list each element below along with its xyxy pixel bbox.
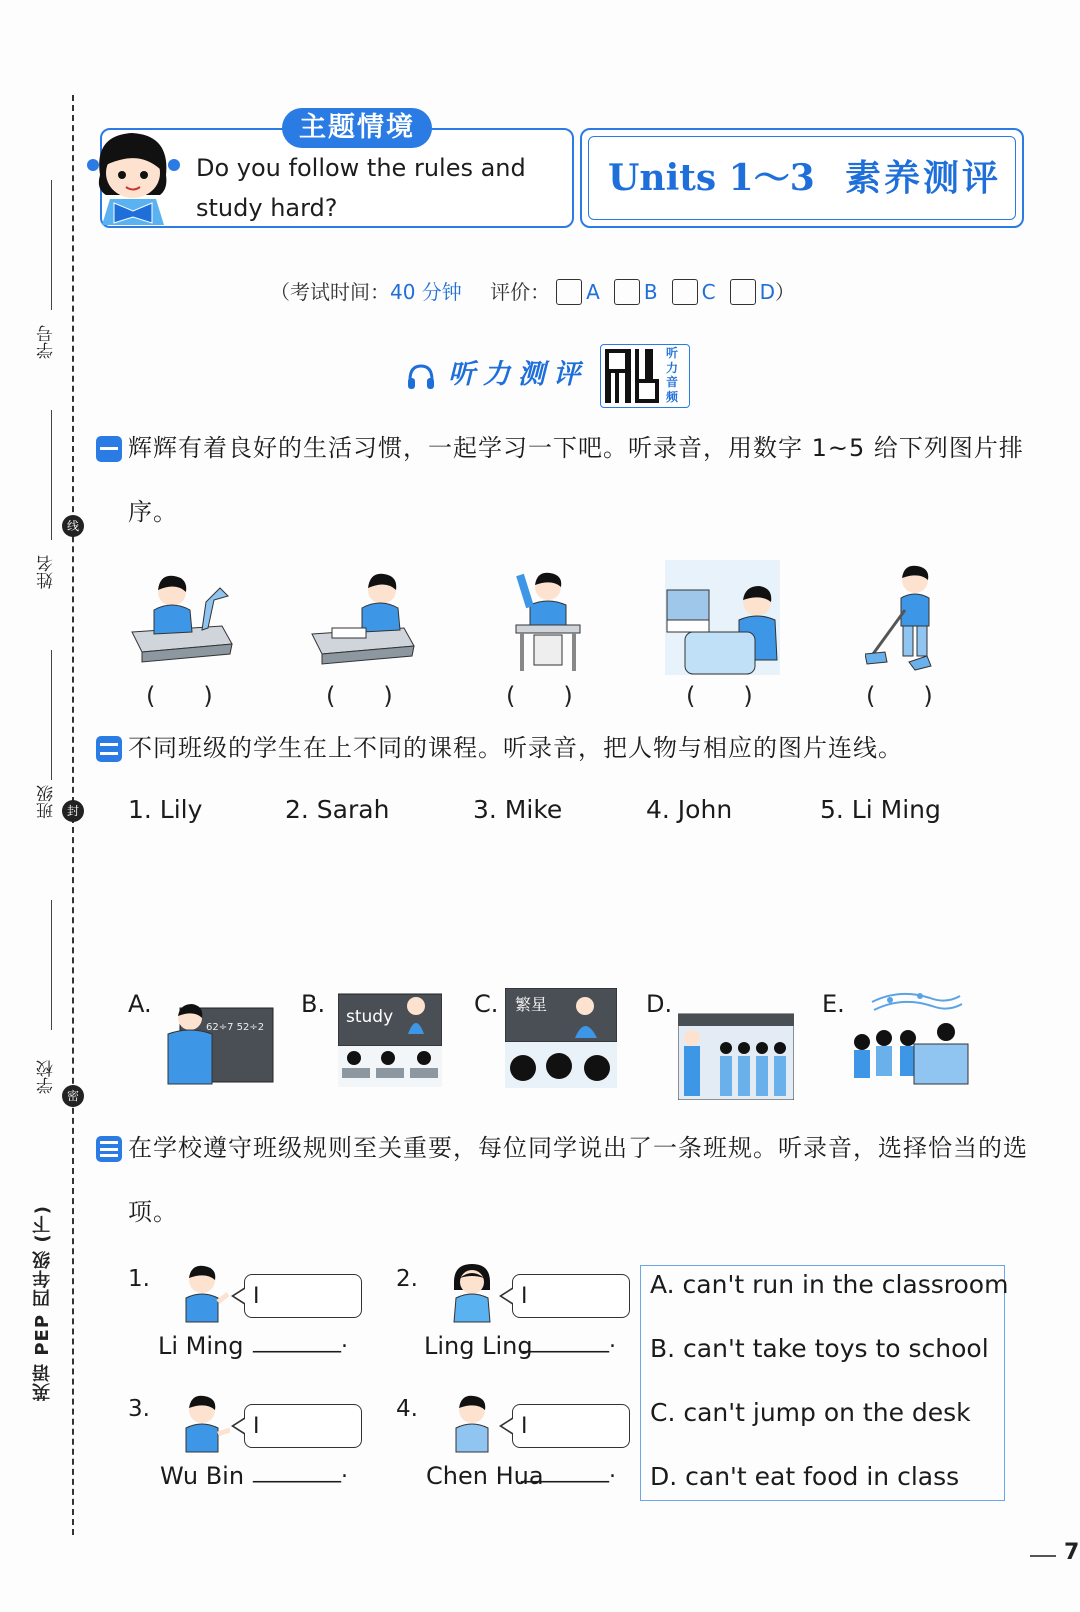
field-label-school: 学校	[37, 1060, 57, 1094]
boy-li-ming-icon	[178, 1264, 230, 1324]
theme-question	[196, 148, 556, 228]
page-number: 7	[1064, 1540, 1080, 1565]
boy-homework-lamp-picture	[128, 570, 238, 670]
name-sarah[interactable]: 2. Sarah	[285, 795, 390, 824]
item-1-speech-blank[interactable]: I ________.	[244, 1274, 362, 1318]
section-3-instruction: 在学校遵守班级规则至关重要，每位同学说出了一条班规。听录音，选择恰当的选项。	[128, 1134, 1028, 1226]
option-d[interactable]: D. can't eat food in class	[650, 1462, 960, 1491]
section-1-badge	[96, 436, 122, 462]
music-class-picture[interactable]	[850, 988, 970, 1092]
item-2-number: 2.	[396, 1266, 418, 1292]
section-1-instruction: 辉辉有着良好的生活习惯，一起学习一下吧。听录音，用数字 1~5 给下列图片排序。	[128, 434, 1024, 526]
chinese-class-picture[interactable]	[505, 988, 617, 1088]
qr-code-icon[interactable]	[605, 349, 659, 403]
boy-raising-hand-picture	[508, 565, 588, 675]
name-li-ming[interactable]: 5. Li Ming	[820, 795, 941, 824]
book-label: 英语 PEP 四年级 (下)	[32, 1205, 53, 1401]
boy-sweeping-floor-picture	[865, 562, 945, 674]
page-dash	[1030, 1555, 1056, 1557]
field-underline	[51, 900, 52, 1030]
boy-chen-hua-icon	[446, 1394, 498, 1454]
section-2-instruction: 不同班级的学生在上不同的课程。听录音，把人物与相应的图片连线。	[128, 734, 903, 762]
option-a[interactable]: A. can't run in the classroom	[650, 1270, 1009, 1299]
choice-c-label: C.	[474, 990, 499, 1018]
grade-d-checkbox[interactable]	[730, 279, 756, 305]
order-blank-3[interactable]: ( )	[506, 682, 573, 710]
exam-time-value: 40 分钟	[390, 280, 462, 304]
grade-c-label: C	[701, 280, 716, 304]
choice-b-label: B.	[301, 990, 326, 1018]
choice-e-label: E.	[822, 990, 845, 1018]
item-4-name: Chen Hua	[426, 1462, 544, 1490]
math-class-picture[interactable]	[160, 1000, 275, 1085]
item-3-speech-blank[interactable]: I ________.	[244, 1404, 362, 1448]
qr-label: 听力音频	[666, 346, 679, 404]
grade-d-label: D	[759, 280, 775, 304]
field-underline	[51, 410, 52, 540]
grade-b-checkbox[interactable]	[614, 279, 640, 305]
order-blank-2[interactable]: ( )	[326, 682, 393, 710]
field-underline	[51, 180, 52, 310]
choice-a-label: A.	[128, 990, 152, 1018]
item-4-speech-blank[interactable]: I ________.	[512, 1404, 630, 1448]
rating-label: 评价：	[490, 280, 551, 304]
item-3-name: Wu Bin	[160, 1462, 245, 1490]
section-2-badge	[96, 736, 122, 762]
boy-watching-tv-picture	[665, 560, 780, 675]
item-2-speech-blank[interactable]: I ________.	[512, 1274, 630, 1318]
exam-time-label: （考试时间：	[270, 280, 390, 304]
name-john[interactable]: 4. John	[646, 795, 733, 824]
field-label-class: 班级	[37, 785, 57, 819]
girl-ling-ling-icon	[446, 1264, 498, 1324]
grade-a-label: A	[586, 280, 600, 304]
headphones-icon	[406, 362, 436, 392]
field-underline	[51, 650, 52, 780]
boy-reading-desk-picture	[308, 570, 418, 670]
board-b-text: study	[346, 1007, 394, 1027]
grade-a-checkbox[interactable]	[556, 279, 582, 305]
item-3-number: 3.	[128, 1396, 150, 1422]
boy-wu-bin-icon	[178, 1394, 230, 1454]
cut-mark-line: 线	[62, 515, 84, 537]
units-title: Units 1～3	[608, 157, 815, 199]
exam-info-close: ）	[774, 280, 795, 304]
grade-c-checkbox[interactable]	[672, 279, 698, 305]
item-4-number: 4.	[396, 1396, 418, 1422]
item-1-number: 1.	[128, 1266, 150, 1292]
order-blank-5[interactable]: ( )	[866, 682, 933, 710]
option-c[interactable]: C. can't jump on the desk	[650, 1398, 971, 1427]
units-subtitle: 素养测评	[845, 158, 1002, 199]
pe-class-picture[interactable]	[678, 1008, 794, 1100]
exam-info	[270, 276, 795, 309]
girl-reading-icon	[84, 125, 184, 227]
order-blank-1[interactable]: ( )	[146, 682, 213, 710]
option-b[interactable]: B. can't take toys to school	[650, 1334, 989, 1363]
theme-tag: 主题情境	[282, 108, 432, 148]
cut-mark-secret: 密	[62, 1085, 84, 1107]
choice-d-label: D.	[646, 990, 673, 1018]
item-2-name: Ling Ling	[424, 1332, 533, 1360]
cut-mark-seal: 封	[62, 800, 84, 822]
name-lily[interactable]: 1. Lily	[128, 795, 203, 824]
english-class-picture[interactable]	[338, 992, 442, 1087]
field-label-name: 姓名	[37, 555, 57, 589]
theme-line-2: study hard?	[196, 194, 338, 222]
section-3-badge	[96, 1136, 122, 1162]
order-blank-4[interactable]: ( )	[686, 682, 753, 710]
board-a-text: 62÷7 52÷2	[206, 1022, 265, 1033]
board-c-text: 繁星	[515, 995, 548, 1014]
name-mike[interactable]: 3. Mike	[473, 795, 563, 824]
grade-b-label: B	[643, 280, 658, 304]
field-label-student-id: 学号	[37, 325, 57, 359]
theme-line-1: Do you follow the rules and	[196, 154, 526, 182]
listening-title: 听力测评	[448, 359, 588, 390]
item-1-name: Li Ming	[158, 1332, 244, 1360]
